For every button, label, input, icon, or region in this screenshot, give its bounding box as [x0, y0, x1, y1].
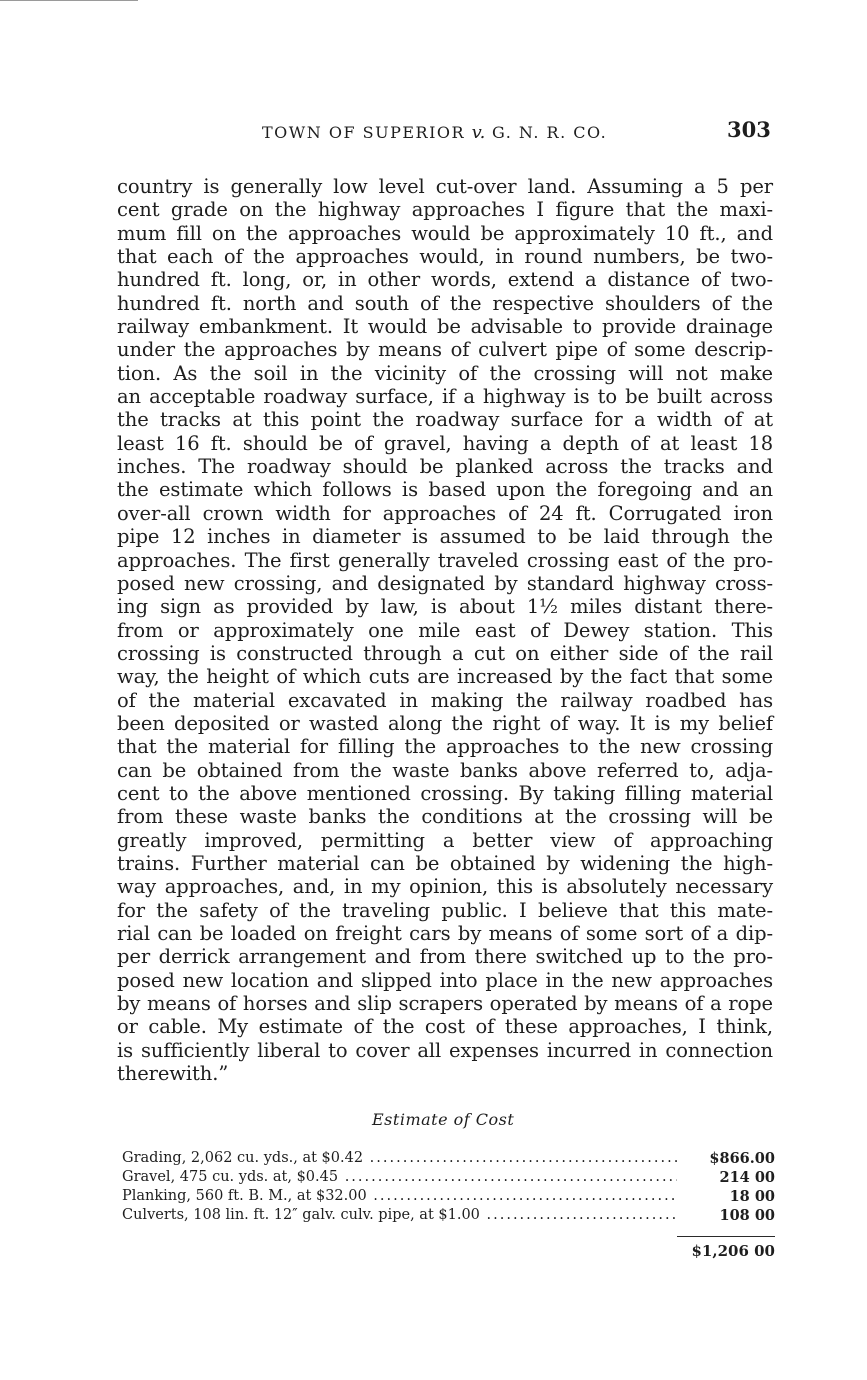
top-edge-rule — [0, 0, 138, 1]
text-line: approaches. The first generally traveled crossing east of the pro- — [117, 548, 773, 572]
text-line: hundred ft. north and south of the respective shoulders of the — [117, 291, 773, 315]
text-line: cent grade on the highway approaches I figure that the maxi- — [117, 198, 773, 222]
text-line: way, the height of which cuts are increased by the fact that some — [117, 665, 773, 689]
text-line: been deposited or wasted along the right of way. It is my belief — [117, 711, 773, 735]
cost-item-cell — [122, 1206, 677, 1225]
cost-item-description: Grading, 2,062 cu. yds., at $0.42 ..... — [122, 1150, 677, 1166]
text-line: therewith.” — [117, 1062, 229, 1086]
text-line: pipe 12 inches in diameter is assumed to be laid through the — [117, 525, 773, 549]
cost-item-description: Gravel, 475 cu. yds. at, $0.45 ..... — [122, 1169, 677, 1185]
text-line: rial can be loaded on freight cars by means of some sort of a dip- — [117, 922, 773, 945]
text-line: can be obtained from the waste banks above referred to, adja- — [117, 758, 773, 782]
text-line: by means of horses and slip scrapers operated by means of a rope — [117, 992, 773, 1016]
text-line: from these waste banks the conditions at the crossing will be — [117, 805, 773, 829]
text-line: the estimate which follows is based upon the foregoing and an — [117, 478, 773, 502]
text-line: posed new crossing, and designated by standard highway cross- — [117, 571, 773, 595]
text-line: way approaches, and, in my opinion, this is absolutely necessary — [117, 875, 773, 899]
cost-item-description: Planking, 560 ft. B. M., at $32.00 ..... — [122, 1188, 677, 1204]
text-line: railway embankment. It would be advisable to provide drainage — [117, 315, 773, 339]
cost-row — [122, 1149, 775, 1168]
total-rule — [677, 1236, 775, 1237]
text-line: ing sign as provided by law, is about 1½ miles distant there- — [117, 595, 773, 619]
text-line: is sufficiently liberal to cover all expenses incurred in connection — [117, 1038, 773, 1062]
text-line: crossing is constructed through a cut on either side of the rail — [117, 641, 773, 665]
text-line: inches. The roadway should be planked across the tracks and — [117, 455, 773, 479]
page-number: 303 — [727, 117, 771, 142]
text-line: of the material excavated in making the railway roadbed has — [117, 688, 773, 712]
text-line: least 16 ft. should be of gravel, having a depth of at least 18 — [117, 431, 773, 455]
text-line: under the approaches by means of culvert pipe of some descrip- — [117, 338, 773, 362]
text-line: hundred ft. long, or, in other words, extend a distance of two- — [117, 268, 773, 292]
text-line: from or approximately one mile east of Dewey station. This — [117, 618, 773, 642]
text-line: an acceptable roadway surface, if a highway is to be built across — [117, 385, 773, 409]
cost-item-amount: 18 00 — [729, 1188, 775, 1205]
text-line: tion. As the soil in the vicinity of the crossing will not make — [117, 361, 773, 385]
running-head-part2: G. N. R. CO. — [485, 123, 608, 142]
text-line: the tracks at this point the roadway surface for a width of at — [117, 408, 773, 432]
running-head-part1: TOWN OF SUPERIOR — [262, 123, 472, 142]
text-line: country is generally low level cut-over land. Assuming a 5 per — [117, 175, 773, 198]
cost-item-cell — [122, 1168, 677, 1187]
text-line: cent to the above mentioned crossing. By taking filling material — [117, 781, 773, 805]
cost-item-amount: 214 00 — [719, 1169, 775, 1186]
cost-row — [122, 1206, 775, 1225]
total-amount: $1,206 00 — [691, 1242, 775, 1260]
cost-item-amount: 108 00 — [719, 1207, 775, 1224]
text-line: over-all crown width for approaches of 24 ft. Corrugated iron — [117, 501, 773, 525]
cost-row — [122, 1187, 775, 1206]
cost-item-amount: $866.00 — [709, 1150, 775, 1167]
cost-row — [122, 1168, 775, 1187]
text-line: for the safety of the traveling public. I believe that this mate- — [117, 898, 773, 922]
cost-item-cell — [122, 1149, 677, 1168]
text-line: that the material for filling the approaches to the new crossing — [117, 735, 773, 759]
text-line: posed new location and slipped into place in the new approaches — [117, 968, 773, 992]
text-line: or cable. My estimate of the cost of these approaches, I think, — [117, 1015, 773, 1039]
running-head — [262, 122, 607, 143]
text-line: that each of the approaches would, in round numbers, be two- — [117, 245, 773, 269]
text-line: trains. Further material can be obtained by widening the high- — [117, 851, 773, 875]
running-head-versus: v. — [471, 122, 486, 143]
cost-item-description: Culverts, 108 lin. ft. 12″ galv. culv. pipe, at $1.00 ..... — [122, 1207, 677, 1223]
cost-table — [122, 1149, 775, 1225]
text-line: mum fill on the approaches would be approximately 10 ft., and — [117, 221, 773, 245]
estimate-heading: Estimate of Cost — [372, 1110, 515, 1129]
body-paragraph — [117, 175, 773, 1085]
cost-item-cell — [122, 1187, 677, 1206]
text-line: greatly improved, permitting a better view of approaching — [117, 828, 773, 852]
text-line: per derrick arrangement and from there switched up to the pro- — [117, 945, 773, 969]
